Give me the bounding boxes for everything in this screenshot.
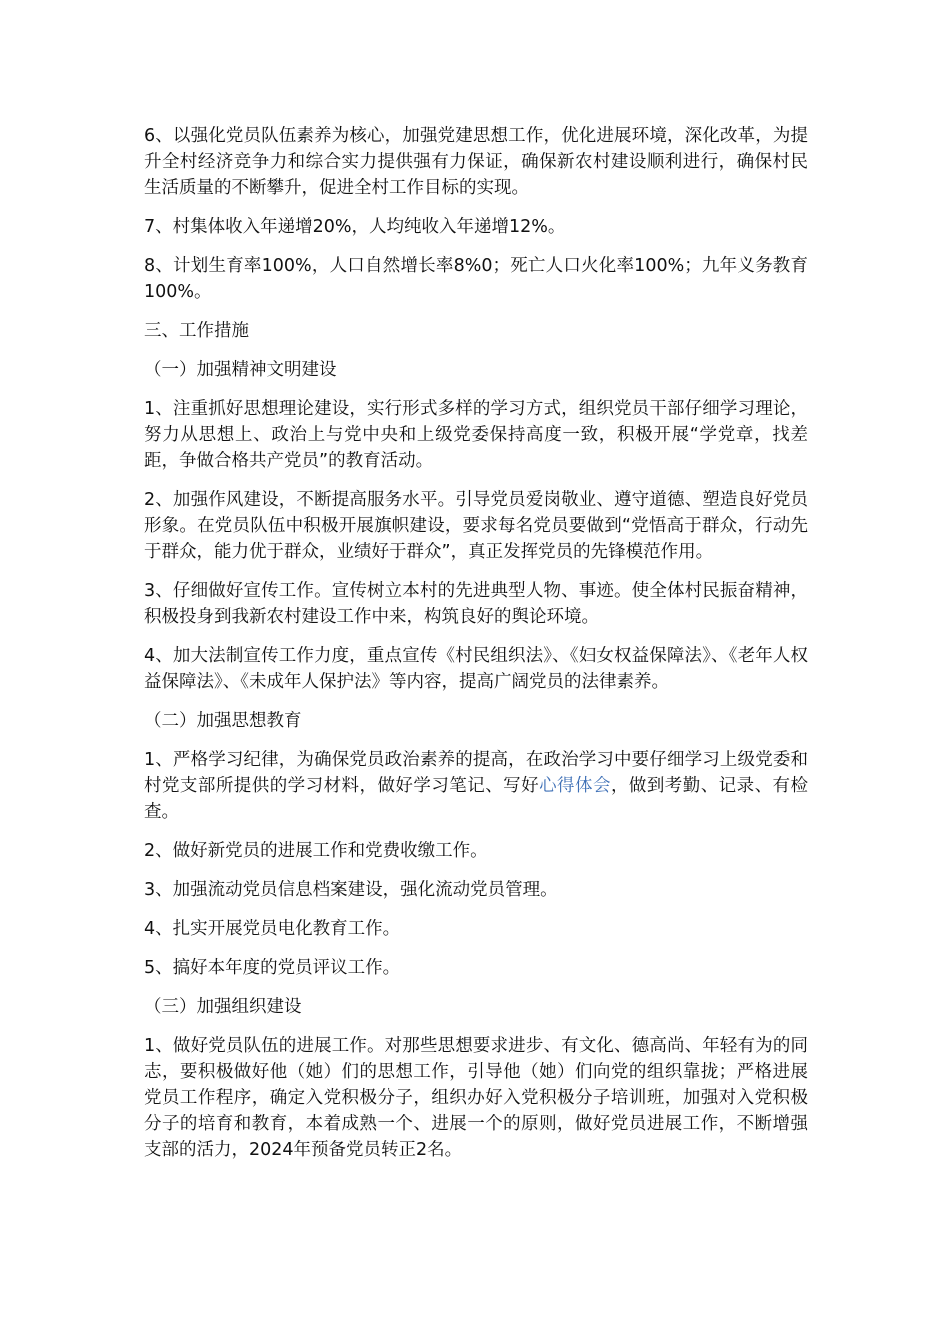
measure-3-1: 1、做好党员队伍的进展工作。对那些思想要求进步、有文化、德高尚、年轻有为的同志，要积极做好他（她）们的思想工作，引导他（她）们向党的组织靠拢；严格进展党员工作程序，确定入党积极分子，组织办好入党积极分子培训班，加强对入党积极分子的培育和教育，本着成熟一个、进展一个的原则，做好党员进展工作，不断增强支部的活力，2024年预备党员转正2名。	[144, 1036, 808, 1160]
measure-1-2: 2、加强作风建设，不断提高服务水平。引导党员爱岗敬业、遵守道德、塑造良好党员形象。在党员队伍中积极开展旗帜建设，要求每名党员要做到“党悟高于群众，行动先于群众，能力优于群众，业绩好于群众”，真正发挥党员的先锋模范作用。	[144, 490, 808, 562]
experience-link[interactable]: 心得体会	[539, 776, 611, 796]
measure-2-5: 5、搞好本年度的党员评议工作。	[144, 958, 401, 978]
measure-1-4: 4、加大法制宣传工作力度，重点宣传《村民组织法》、《妇女权益保障法》、《老年人权益保障法》、《未成年人保护法》等内容，提高广阔党员的法律素养。	[144, 646, 808, 692]
measure-2-1-text-before: 1、严格学习纪律，为确保党员政治素养的提高，在政治学习中要仔细学习上级党委和村党支部所提供的学习材料，做好学习笔记、写好	[144, 750, 808, 796]
section-heading-work-measures: 三、工作措施	[144, 321, 249, 341]
measure-1-3: 3、仔细做好宣传工作。宣传树立本村的先进典型人物、事迹。使全体村民振奋精神，积极投身到我新农村建设工作中来，构筑良好的舆论环境。	[144, 581, 808, 627]
paragraph-item-6: 6、以强化党员队伍素养为核心，加强党建思想工作，优化进展环境，深化改革，为提升全村经济竞争力和综合实力提供强有力保证，确保新农村建设顺利进行，确保村民生活质量的不断攀升，促进全村工作目标的实现。	[144, 126, 808, 198]
subsection-heading-organization: （三）加强组织建设	[144, 997, 302, 1017]
subsection-heading-ideological-education: （二）加强思想教育	[144, 711, 302, 731]
measure-2-1	[144, 747, 808, 825]
subsection-heading-spiritual-civilization: （一）加强精神文明建设	[144, 360, 337, 380]
measure-2-1-text-after: ，做到考勤、记录、有检查。	[144, 776, 809, 822]
measure-2-4: 4、扎实开展党员电化教育工作。	[144, 919, 401, 939]
measure-1-1: 1、注重抓好思想理论建设，实行形式多样的学习方式，组织党员干部仔细学习理论，努力从思想上、政治上与党中央和上级党委保持高度一致，积极开展“学党章，找差距，争做合格共产党员”的教育活动。	[144, 399, 808, 471]
paragraph-item-8: 8、计划生育率100%，人口自然增长率8%0；死亡人口火化率100%；九年义务教育100%。	[144, 256, 808, 302]
document-body	[144, 123, 808, 1176]
paragraph-item-7: 7、村集体收入年递增20%，人均纯收入年递增12%。	[144, 217, 566, 237]
measure-2-2: 2、做好新党员的进展工作和党费收缴工作。	[144, 841, 488, 861]
measure-2-3: 3、加强流动党员信息档案建设，强化流动党员管理。	[144, 880, 558, 900]
